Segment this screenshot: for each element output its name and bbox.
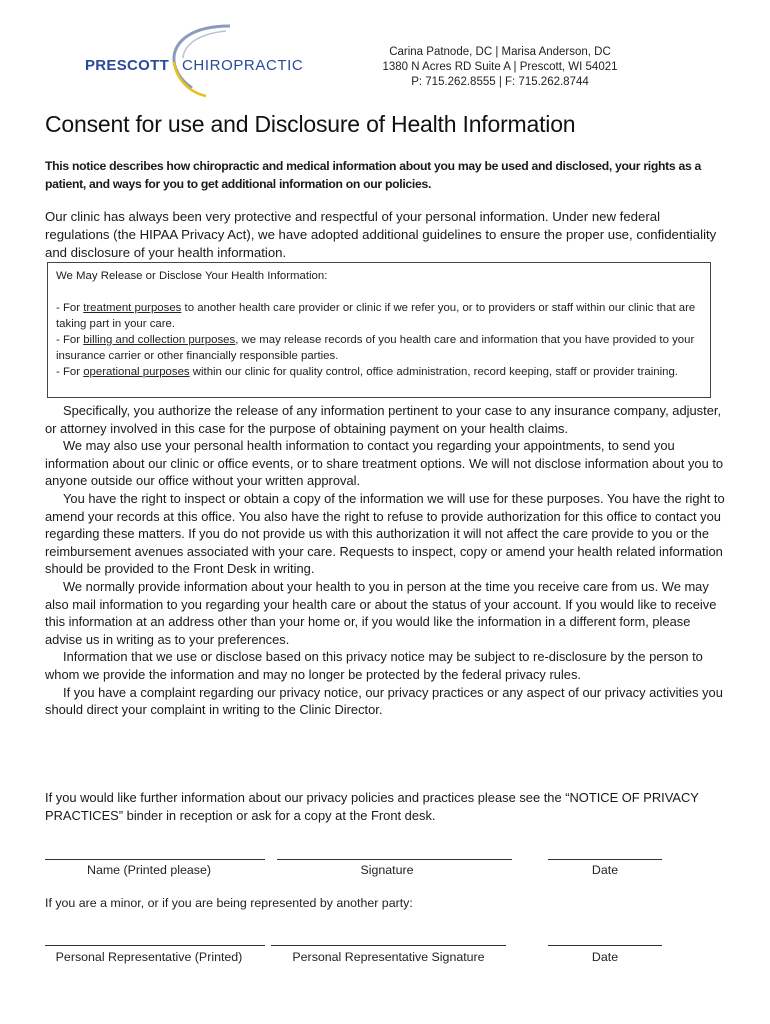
further-info-paragraph: If you would like further information about our privacy policies and practices please see the “NOTICE OF PRIVACY PRACTICES” binder in reception or ask for a copy at the Front desk. xyxy=(45,790,699,823)
treatment-purposes-term: treatment purposes xyxy=(83,302,182,314)
notice-summary: This notice describes how chiropractic and medical information about you may be used and disclosed, your rights as a patient, and ways for you to get additional information on our policies. xyxy=(45,159,701,191)
release-box-heading: We May Release or Disclose Your Health Information: xyxy=(56,270,328,282)
clinic-address: 1380 N Acres RD Suite A | Prescott, WI 54021 xyxy=(382,61,618,73)
paragraph-contact: We may also use your personal health information to contact you regarding your appointments, to send you information about our clinic or office events, or to share treatment options. We will not disclose information about you to anyone outside our office without your written approval. xyxy=(45,438,724,489)
consent-body xyxy=(45,402,727,719)
release-disclosure-box xyxy=(47,262,711,398)
paragraph-complaint: If you have a complaint regarding our privacy notice, our privacy practices or any aspect of our privacy activities you should direct your complaint in writing to the Clinic Director. xyxy=(45,684,723,718)
paragraph-communication: We normally provide information about your health to you in person at the time you receive care from us. We may also mail information to you regarding your health care or about the status of your account. If you would like to receive this information at an address other than your home or, if you would like the information in a different form, please advise us in writing as to your preferences. xyxy=(45,578,717,647)
date-label: Date xyxy=(591,863,619,877)
paragraph-authorization: Specifically, you authorize the release of any information pertinent to your case to any insurance company, adjuster, or attorney involved in this case for the purpose of obtaining payment on your health claims. xyxy=(45,403,722,436)
logo-text-chiropractic: CHIROPRACTIC xyxy=(182,57,304,74)
page-title: Consent for use and Disclosure of Health Information xyxy=(45,111,576,137)
clinic-phone-fax: P: 715.262.8555 | F: 715.262.8744 xyxy=(411,76,589,88)
paragraph-rights: You have the right to inspect or obtain a copy of the information we will use for these purposes. You have the right to amend your records at this office. You also have the right to refuse to provide authorization for this office to contact you regarding these matters. If you do not provide us with this authorization it will not affect the care provide to you or the reimbursement avenues associated with your care. Requests to inspect, copy or amend your health related information should be provided to the Front Desk in writing. xyxy=(45,490,725,577)
billing-purposes-term: billing and collection purposes xyxy=(83,334,236,346)
rep-signature-line[interactable] xyxy=(271,945,506,946)
name-signature-line[interactable] xyxy=(45,859,265,860)
signature-label: Signature xyxy=(360,863,414,877)
release-item-billing: - For billing and collection purposes, we may release records of you health care and information that you have provided to your insurance carrier or other financially responsible parties. xyxy=(56,334,695,362)
rep-date-signature-line[interactable] xyxy=(548,945,662,946)
paragraph-redisclosure: Information that we use or disclose based on this privacy notice may be subject to re-disclosure by the person to whom we provide the information and may no longer be protected by the federal privacy rules. xyxy=(45,649,703,682)
clinic-contact-block xyxy=(330,45,670,90)
logo-text-prescott: PRESCOTT xyxy=(85,57,170,74)
intro-paragraph: Our clinic has always been very protective and respectful of your personal information. Under new federal regulations (the HIPAA Privacy Act), we have adopted additional guidelines to ensure the proper use, confidentiality and disclosure of your health information. xyxy=(45,209,717,260)
signature-line[interactable] xyxy=(277,859,512,860)
date-signature-line[interactable] xyxy=(548,859,662,860)
clinic-doctors: Carina Patnode, DC | Marisa Anderson, DC xyxy=(389,46,611,58)
rep-signature-label: Personal Representative Signature xyxy=(292,950,485,964)
rep-date-label: Date xyxy=(591,950,619,964)
minor-representative-note: If you are a minor, or if you are being represented by another party: xyxy=(45,896,413,910)
clinic-logo xyxy=(80,22,320,102)
rep-name-signature-line[interactable] xyxy=(45,945,265,946)
name-label: Name (Printed please) xyxy=(87,863,211,877)
operational-purposes-term: operational purposes xyxy=(83,366,190,378)
release-item-operational: - For operational purposes within our clinic for quality control, office administration, record keeping, staff or provider training. xyxy=(56,366,678,378)
release-item-treatment: - For treatment purposes to another health care provider or clinic if we refer you, or to providers or staff within our clinic that are taking part in your care. xyxy=(56,302,696,330)
rep-name-label: Personal Representative (Printed) xyxy=(55,950,243,964)
